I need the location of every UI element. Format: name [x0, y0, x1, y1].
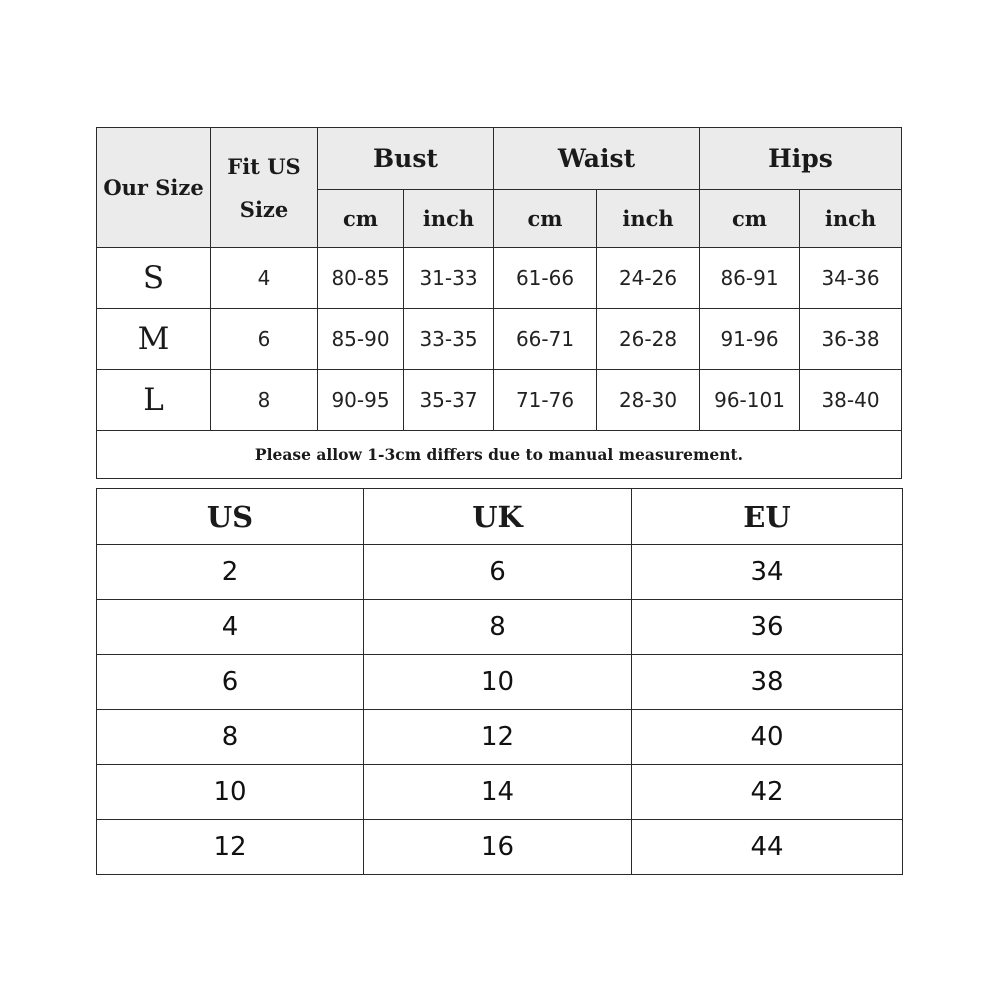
measurement-note: Please allow 1-3cm differs due to manual measurement. [97, 431, 902, 479]
table-row [97, 600, 903, 655]
header-waist: Waist [494, 128, 700, 190]
header-bust: Bust [318, 128, 494, 190]
hips-inch-value: 38-40 [800, 370, 902, 431]
hips-cm-value: 96-101 [700, 370, 800, 431]
fit-us-value: 4 [211, 248, 318, 309]
header-fit-us-size [211, 128, 318, 248]
size-label: M [97, 309, 211, 370]
table-row [97, 370, 902, 431]
uk-size-value: 10 [364, 655, 632, 710]
header-hips: Hips [700, 128, 902, 190]
bust-cm-value: 85-90 [318, 309, 404, 370]
bust-inch-value: 33-35 [404, 309, 494, 370]
eu-size-value: 38 [632, 655, 903, 710]
us-size-value: 8 [97, 710, 364, 765]
size-measurement-table [96, 127, 902, 479]
hips-inch-value: 34-36 [800, 248, 902, 309]
header-eu: EU [632, 489, 903, 545]
waist-inch-value: 26-28 [597, 309, 700, 370]
eu-size-value: 36 [632, 600, 903, 655]
us-size-value: 10 [97, 765, 364, 820]
waist-cm-value: 71-76 [494, 370, 597, 431]
unit-header-bust-cm: cm [318, 190, 404, 248]
unit-header-hips-inch: inch [800, 190, 902, 248]
bust-inch-value: 31-33 [404, 248, 494, 309]
header-uk: UK [364, 489, 632, 545]
waist-cm-value: 66-71 [494, 309, 597, 370]
table-row [97, 545, 903, 600]
header-fit-us-size-label: Fit US Size [227, 153, 301, 222]
unit-header-bust-inch: inch [404, 190, 494, 248]
hips-inch-value: 36-38 [800, 309, 902, 370]
unit-header-waist-cm: cm [494, 190, 597, 248]
waist-cm-value: 61-66 [494, 248, 597, 309]
uk-size-value: 6 [364, 545, 632, 600]
eu-size-value: 44 [632, 820, 903, 875]
eu-size-value: 42 [632, 765, 903, 820]
us-size-value: 12 [97, 820, 364, 875]
hips-cm-value: 86-91 [700, 248, 800, 309]
size-label: S [97, 248, 211, 309]
us-size-value: 6 [97, 655, 364, 710]
unit-header-hips-cm: cm [700, 190, 800, 248]
bust-cm-value: 80-85 [318, 248, 404, 309]
fit-us-value: 6 [211, 309, 318, 370]
bust-inch-value: 35-37 [404, 370, 494, 431]
table-row [97, 765, 903, 820]
us-size-value: 2 [97, 545, 364, 600]
header-us: US [97, 489, 364, 545]
eu-size-value: 40 [632, 710, 903, 765]
waist-inch-value: 28-30 [597, 370, 700, 431]
waist-inch-value: 24-26 [597, 248, 700, 309]
hips-cm-value: 91-96 [700, 309, 800, 370]
bust-cm-value: 90-95 [318, 370, 404, 431]
table-row [97, 309, 902, 370]
eu-size-value: 34 [632, 545, 903, 600]
fit-us-value: 8 [211, 370, 318, 431]
table-row [97, 655, 903, 710]
uk-size-value: 12 [364, 710, 632, 765]
header-our-size: Our Size [97, 128, 211, 248]
table-row [97, 710, 903, 765]
uk-size-value: 16 [364, 820, 632, 875]
table-row [97, 248, 902, 309]
table-row [97, 820, 903, 875]
us-size-value: 4 [97, 600, 364, 655]
size-label: L [97, 370, 211, 431]
size-conversion-table [96, 488, 903, 875]
uk-size-value: 8 [364, 600, 632, 655]
unit-header-waist-inch: inch [597, 190, 700, 248]
uk-size-value: 14 [364, 765, 632, 820]
